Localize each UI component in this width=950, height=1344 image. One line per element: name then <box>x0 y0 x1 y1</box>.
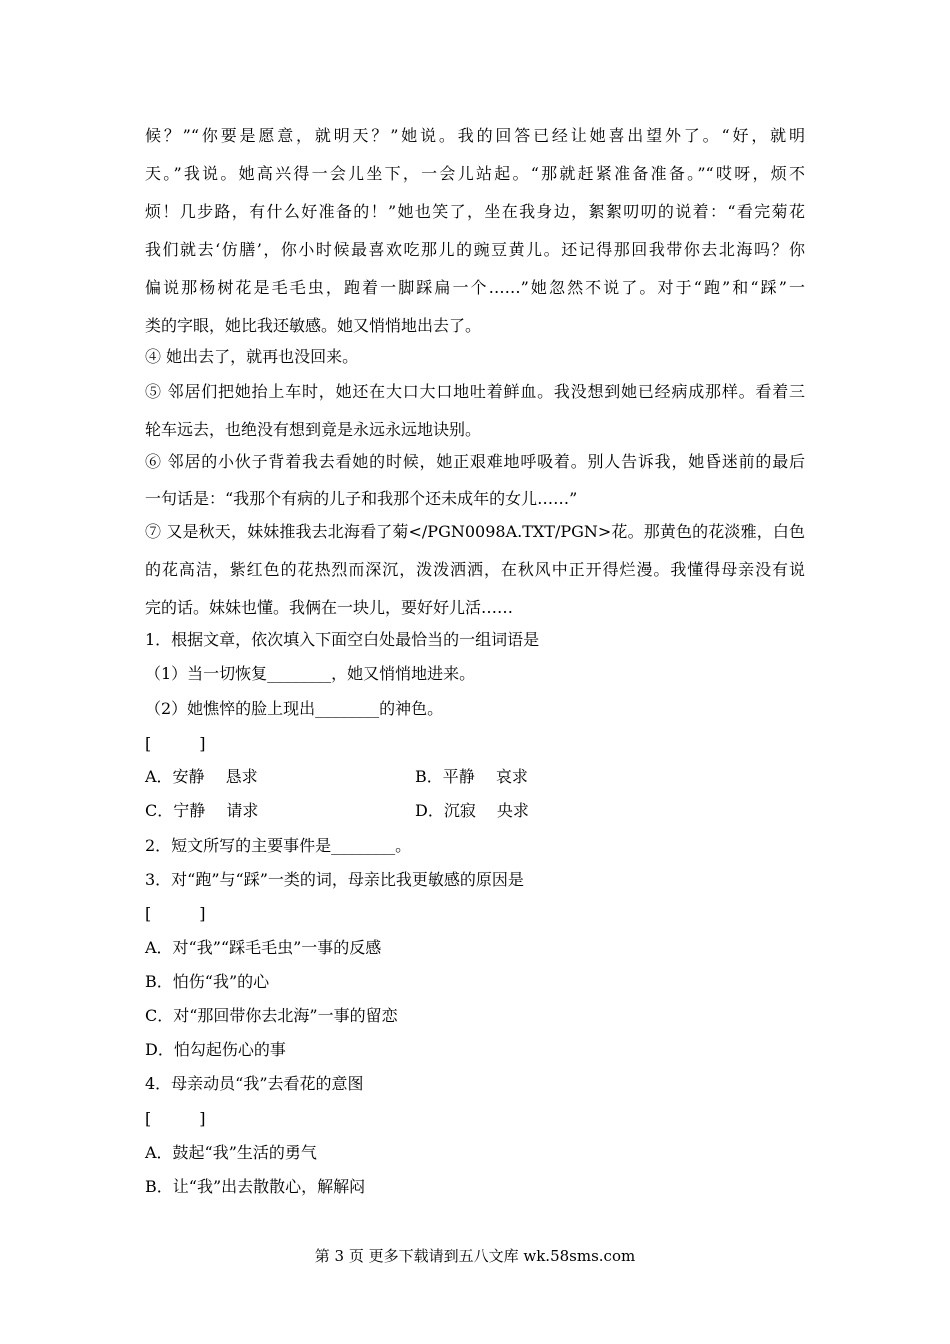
passage-line: 烦！几步路，有什么好准备的！”她也笑了，坐在我身边，絮絮叨叨的说着：“看完菊花 <box>145 202 805 221</box>
option-d: D．怕勾起伤心的事 <box>145 1040 286 1059</box>
passage-line: 候？”“你要是愿意，就明天？”她说。我的回答已经让她喜出望外了。“好，就明 <box>145 126 805 145</box>
answer-bracket: [ ] <box>145 734 206 753</box>
option-c: C．对“那回带你去北海”一事的留恋 <box>145 1006 398 1025</box>
question-2-stem: 2．短文所写的主要事件是________。 <box>145 836 412 855</box>
answer-bracket: [ ] <box>145 904 206 923</box>
question-3-stem: 3．对“跑”与“踩”一类的词，母亲比我更敏感的原因是 <box>145 870 524 889</box>
passage-line: 偏说那杨树花是毛毛虫，跑着一脚踩扁一个……”她忽然不说了。对于“跑”和“踩”一 <box>145 278 805 297</box>
option-b: B．怕伤“我”的心 <box>145 972 270 991</box>
passage-line: 完的话。妹妹也懂。我俩在一块儿，要好好儿活…… <box>145 598 514 617</box>
option-b: B．让“我”出去散散心，解解闷 <box>145 1177 366 1196</box>
option-a: A．对“我”“踩毛毛虫”一事的反感 <box>145 938 382 957</box>
option-d: D．沉寂 央求 <box>415 801 529 820</box>
passage-paragraph-7: ⑦ 又是秋天，妹妹推我去北海看了菊</PGN0098A.TXT/PGN>花。那黄色的花淡雅，白色 <box>145 522 805 541</box>
answer-bracket: [ ] <box>145 1109 206 1128</box>
passage-line: 类的字眼，她比我还敏感。她又悄悄地出去了。 <box>145 316 482 335</box>
passage-line: 天。”我说。她高兴得一会儿坐下，一会儿站起。“那就赶紧准备准备。”“哎呀，烦不 <box>145 164 805 183</box>
passage-line: 一句话是：“我那个有病的儿子和我那个还未成年的女儿……” <box>145 489 578 508</box>
option-c: C．宁静 请求 <box>145 801 259 820</box>
option-a: A．安静 恳求 <box>145 767 258 786</box>
passage-paragraph-4: ④ 她出去了，就再也没回来。 <box>145 347 359 366</box>
option-a: A．鼓起“我”生活的勇气 <box>145 1143 317 1162</box>
option-b: B．平静 哀求 <box>415 767 528 786</box>
page-footer: 第 3 页 更多下载请到五八文库 wk.58sms.com <box>314 1247 636 1265</box>
question-1-sub-1: （1）当一切恢复________，她又悄悄地进来。 <box>145 664 476 683</box>
question-1-stem: 1．根据文章，依次填入下面空白处最恰当的一组词语是 <box>145 630 540 649</box>
question-4-stem: 4．母亲动员“我”去看花的意图 <box>145 1074 364 1093</box>
passage-line: 轮车远去，也绝没有想到竟是永远永远地诀别。 <box>145 420 482 439</box>
passage-paragraph-5: ⑤ 邻居们把她抬上车时，她还在大口大口地吐着鲜血。我没想到她已经病成那样。看着三 <box>145 382 805 401</box>
passage-paragraph-6: ⑥ 邻居的小伙子背着我去看她的时候，她正艰难地呼吸着。别人告诉我，她昏迷前的最后 <box>145 452 805 471</box>
passage-line: 的花高洁，紫红色的花热烈而深沉，泼泼洒洒，在秋风中正开得烂漫。我懂得母亲没有说 <box>145 560 805 579</box>
passage-line: 我们就去‘仿膳’，你小时候最喜欢吃那儿的豌豆黄儿。还记得那回我带你去北海吗？你 <box>145 240 805 259</box>
question-1-sub-2: （2）她憔悴的脸上现出________的神色。 <box>145 699 444 718</box>
